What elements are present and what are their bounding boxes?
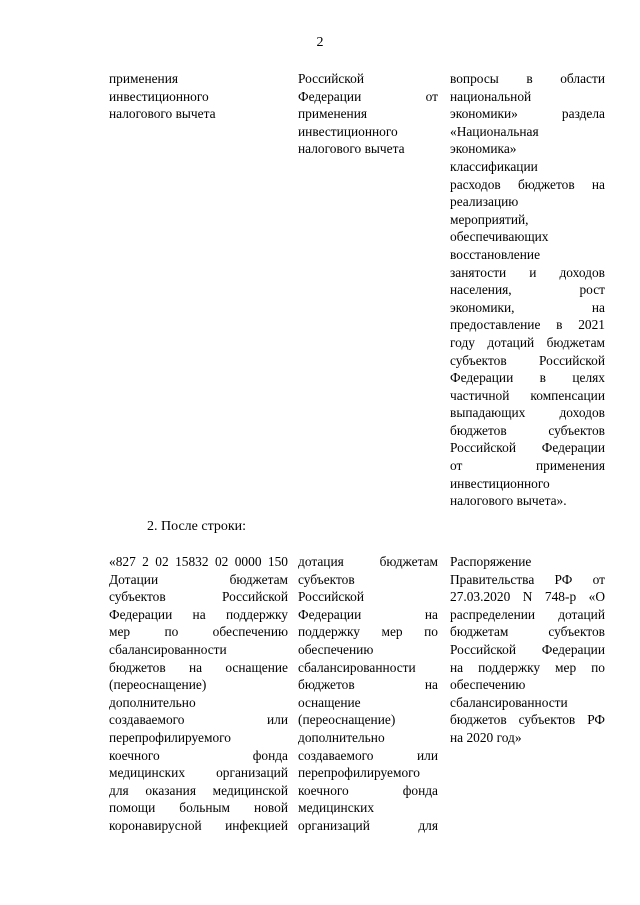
cell-line: бюджетов субъектов — [450, 422, 605, 438]
cell-line: субъектов — [298, 571, 355, 587]
cell-line: населения, рост — [450, 282, 605, 298]
cell-line: перепрофилируемого — [109, 729, 231, 745]
cell-line: Российской Федерации — [450, 641, 605, 657]
cell-line: дотация бюджетам — [298, 554, 438, 569]
cell-line: бюджетов на — [298, 677, 438, 693]
cell-line: инвестиционного — [109, 88, 209, 104]
cell-line: Федерации на — [298, 606, 438, 622]
cell-line: сбалансированности — [109, 641, 227, 657]
cell-line: реализацию — [450, 194, 519, 210]
cell-line: (переоснащение) — [298, 712, 396, 728]
cell-line: сбалансированности — [298, 659, 416, 675]
cell-line: перепрофилируемого — [298, 765, 420, 781]
cell-line: обеспечению — [298, 641, 374, 657]
cell-line: (переоснащение) — [109, 677, 207, 693]
cell-line: вопросы в области — [450, 71, 605, 86]
cell-line: Федерации от — [298, 88, 438, 104]
cell-line: налогового вычета — [109, 106, 216, 122]
cell-line: Российской Федерации — [450, 440, 605, 456]
cell-line: Правительства РФ от — [450, 571, 605, 587]
cell-line: помощи больным новой — [109, 800, 288, 816]
cell-line: дополнительно — [109, 694, 196, 710]
cell-line: создаваемого или — [298, 747, 438, 763]
cell-line: применения — [298, 106, 368, 122]
cell-line: 27.03.2020 N 748-р «О — [450, 589, 605, 605]
cell-line: обеспечению — [450, 677, 526, 693]
cell-line: выпадающих доходов — [450, 405, 605, 421]
cell-line: налогового вычета». — [450, 493, 567, 509]
cell-line: Федерации в целях — [450, 370, 605, 386]
cell-line: предоставление в 2021 — [450, 317, 605, 333]
cell-line: инвестиционного — [298, 123, 398, 139]
cell-line: поддержку мер по — [298, 624, 438, 640]
cell-line: занятости и доходов — [450, 264, 605, 280]
cell-line: экономики» раздела — [450, 106, 605, 122]
cell-line: на 2020 год» — [450, 729, 522, 745]
table1-column-1 — [109, 70, 289, 123]
cell-line: году дотаций бюджетам — [450, 334, 605, 350]
cell-line: классификации — [450, 158, 538, 174]
cell-line: распределении дотаций — [450, 606, 605, 622]
cell-line: субъектов Российской — [109, 589, 288, 605]
cell-line: Российской — [298, 589, 364, 605]
cell-line: «827 2 02 15832 02 0000 150 — [109, 554, 288, 569]
page-number: 2 — [316, 35, 324, 50]
cell-line: «Национальная — [450, 123, 539, 139]
cell-line: оснащение — [298, 694, 361, 710]
cell-line: субъектов Российской — [450, 352, 605, 368]
cell-line: организаций для — [298, 817, 438, 833]
cell-line: мероприятий, — [450, 211, 529, 227]
cell-line: дополнительно — [298, 729, 385, 745]
cell-line: медицинских организаций — [109, 765, 288, 781]
cell-line: национальной — [450, 88, 532, 104]
cell-line: мер по обеспечению — [109, 624, 288, 640]
cell-line: Российской — [298, 71, 364, 86]
cell-line: расходов бюджетов на — [450, 176, 605, 192]
cell-line: бюджетов на оснащение — [109, 659, 288, 675]
paragraph-after-line: 2. После строки: — [147, 519, 247, 534]
cell-line: для оказания медицинской — [109, 782, 288, 798]
table2-column-2 — [298, 553, 438, 835]
cell-line: создаваемого или — [109, 712, 288, 728]
cell-line: применения — [109, 71, 179, 86]
cell-line: коечного фонда — [298, 782, 438, 798]
cell-line: обеспечивающих — [450, 229, 549, 245]
cell-line: экономики, на — [450, 299, 605, 315]
cell-line: медицинских — [298, 800, 375, 816]
cell-line: бюджетов субъектов РФ — [450, 712, 605, 728]
cell-line: от применения — [450, 458, 605, 474]
cell-line: коронавирусной инфекцией — [109, 817, 288, 833]
cell-line: Федерации на поддержку — [109, 606, 288, 622]
table2-column-1 — [109, 553, 288, 835]
cell-line: сбалансированности — [450, 694, 568, 710]
cell-line: экономика» — [450, 141, 517, 157]
cell-line: бюджетам субъектов — [450, 624, 605, 640]
cell-line: Распоряжение — [450, 554, 532, 569]
cell-line: Дотации бюджетам — [109, 571, 288, 587]
cell-line: инвестиционного — [450, 475, 550, 491]
cell-line: на поддержку мер по — [450, 659, 605, 675]
table2-column-3 — [450, 553, 605, 747]
cell-line: налогового вычета — [298, 141, 405, 157]
cell-line: частичной компенсации — [450, 387, 605, 403]
cell-line: коечного фонда — [109, 747, 288, 763]
table1-column-2 — [298, 70, 438, 158]
cell-line: восстановление — [450, 246, 541, 262]
table1-column-3 — [450, 70, 605, 510]
